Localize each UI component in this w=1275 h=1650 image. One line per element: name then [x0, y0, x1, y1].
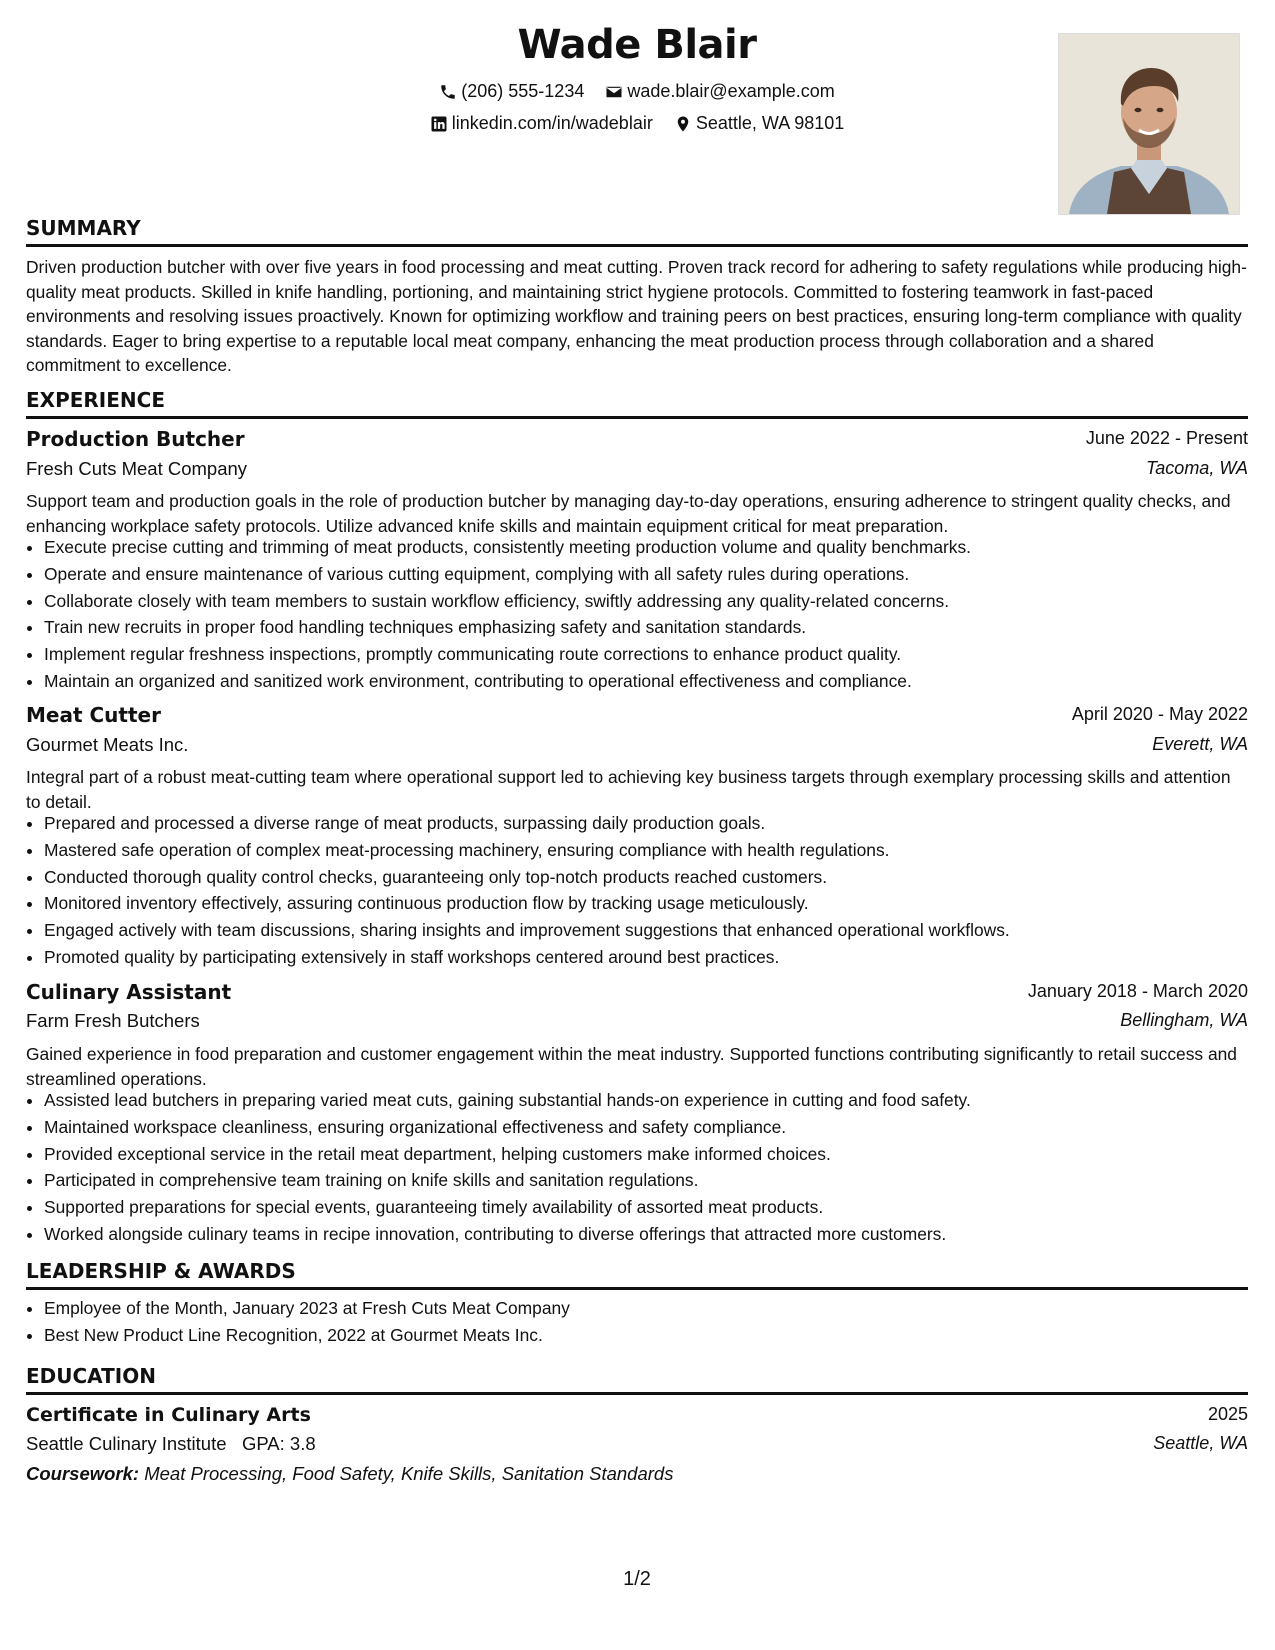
email-text: wade.blair@example.com [627, 81, 835, 101]
contact-linkedin[interactable] [430, 113, 653, 134]
bullet-item: • Implement regular freshness inspections, promptly communicating route corrections to enhance product quality. [44, 641, 1266, 668]
job-company: Fresh Cuts Meat Company [26, 458, 248, 479]
bullet-item: • Participated in comprehensive team training on knife skills and sanitation regulations. [44, 1167, 1266, 1194]
job-dates: April 2020 - May 2022 [1071, 704, 1248, 724]
education-coursework [26, 1463, 673, 1485]
coursework-label: Coursework: [26, 1463, 140, 1484]
envelope-icon [605, 83, 623, 101]
candidate-name: Wade Blair [517, 22, 757, 68]
education-school-line [26, 1433, 316, 1455]
education-gpa: GPA: 3.8 [241, 1433, 316, 1454]
bullet-item: • Conducted thorough quality control checks, guaranteeing only top-notch products reached customers. [44, 864, 1266, 891]
bullet-item: • Provided exceptional service in the retail meat department, helping customers make informed choices. [44, 1141, 1266, 1168]
job-location: Tacoma, WA [1145, 458, 1248, 478]
bullet-item: • Maintained workspace cleanliness, ensuring organizational effectiveness and safety compliance. [44, 1114, 1266, 1141]
bullet-item: • Engaged actively with team discussions, sharing insights and improvement suggestions that enhanced operational workflows. [44, 917, 1266, 944]
phone-icon [439, 83, 457, 101]
phone-text: (206) 555-1234 [461, 81, 585, 101]
job-title: Culinary Assistant [26, 980, 232, 1004]
job-description: Gained experience in food preparation and customer engagement within the meat industry. Supported functions contributing significantly to retail success and streamlined operations. [26, 1044, 1237, 1089]
job-bullets [26, 810, 1266, 971]
experience-section-title: EXPERIENCE [26, 388, 1248, 419]
job-dates: January 2018 - March 2020 [1027, 981, 1248, 1001]
job-company: Gourmet Meats Inc. [26, 734, 189, 755]
awards-section-title: LEADERSHIP & AWARDS [26, 1259, 1248, 1290]
job-title: Meat Cutter [26, 703, 161, 727]
location-text: Seattle, WA 98101 [695, 113, 845, 133]
bullet-item: • Mastered safe operation of complex meat-processing machinery, ensuring compliance with health regulations. [44, 837, 1266, 864]
coursework-text: Meat Processing, Food Safety, Knife Skills, Sanitation Standards [144, 1463, 674, 1484]
job-description: Support team and production goals in the role of production butcher by managing day-to-day operations, ensuring adherence to stringent quality checks, and enhancing workplace safety protocols. Utilize advanced knife skills and maintain equipment critical for meat preparation. [26, 491, 1231, 536]
map-pin-icon [674, 115, 692, 133]
linkedin-text: linkedin.com/in/wadeblair [451, 113, 653, 133]
bullet-item: • Assisted lead butchers in preparing varied meat cuts, gaining substantial hands-on experience in cutting and food safety. [44, 1087, 1266, 1114]
bullet-item: • Promoted quality by participating extensively in staff workshops centered around best practices. [44, 944, 1266, 971]
education-school: Seattle Culinary Institute [26, 1433, 227, 1454]
job-location: Bellingham, WA [1120, 1010, 1248, 1030]
job-bullets [26, 1087, 1266, 1248]
award-item: • Employee of the Month, January 2023 at Fresh Cuts Meat Company [44, 1295, 1266, 1322]
profile-photo [1058, 33, 1240, 215]
awards-list [26, 1295, 1266, 1349]
education-section-title: EDUCATION [26, 1364, 1248, 1395]
page-number: 1/2 [623, 1568, 651, 1590]
education-degree: Certificate in Culinary Arts [26, 1404, 311, 1426]
award-item: • Best New Product Line Recognition, 2022 at Gourmet Meats Inc. [44, 1322, 1266, 1349]
job-location: Everett, WA [1152, 734, 1248, 754]
bullet-item: • Collaborate closely with team members to sustain workflow efficiency, swiftly addressing any quality-related concerns. [44, 588, 1266, 615]
job-title: Production Butcher [26, 427, 245, 451]
resume-header [26, 20, 1248, 220]
bullet-item: • Monitored inventory effectively, assuring continuous production flow by tracking usage meticulously. [44, 890, 1266, 917]
bullet-item: • Train new recruits in proper food handling techniques emphasizing safety and sanitation standards. [44, 614, 1266, 641]
job-dates: June 2022 - Present [1085, 428, 1248, 448]
summary-text: Driven production butcher with over five years in food processing and meat cutting. Proven track record for adhering to safety regulations while producing high-quality meat products. Skilled in knife handling, portioning, and maintaining strict hygiene protocols. Committed to fostering teamwork in fast-paced environments and resolving issues proactively. Known for optimizing workflow and training peers on best practices, ensuring long-term compliance with quality standards. Eager to bring expertise to a reputable local meat company, enhancing the meat production process through collaboration and a shared commitment to excellence. [26, 257, 1247, 375]
bullet-item: • Prepared and processed a diverse range of meat products, surpassing daily production goals. [44, 810, 1266, 837]
resume-page [26, 0, 1248, 1650]
summary-section-title: SUMMARY [26, 216, 1248, 247]
bullet-item: • Maintain an organized and sanitized work environment, contributing to operational effectiveness and compliance. [44, 668, 1266, 695]
bullet-item: • Operate and ensure maintenance of various cutting equipment, complying with all safety rules during operations. [44, 561, 1266, 588]
bullet-item: • Supported preparations for special events, guaranteeing timely availability of assorted meat products. [44, 1194, 1266, 1221]
contact-phone[interactable] [439, 81, 584, 102]
job-bullets [26, 534, 1266, 695]
bullet-item: • Worked alongside culinary teams in recipe innovation, contributing to diverse offerings that attracted more customers. [44, 1221, 1266, 1248]
contact-location [674, 113, 844, 134]
bullet-item: • Execute precise cutting and trimming of meat products, consistently meeting production volume and quality benchmarks. [44, 534, 1266, 561]
job-description: Integral part of a robust meat-cutting team where operational support led to achieving key business targets through exemplary processing skills and attention to detail. [26, 767, 1231, 812]
job-company: Farm Fresh Butchers [26, 1010, 200, 1031]
education-year: 2025 [1207, 1404, 1248, 1424]
education-location: Seattle, WA [1153, 1433, 1248, 1453]
contact-email[interactable] [605, 81, 834, 102]
linkedin-icon [430, 115, 448, 133]
